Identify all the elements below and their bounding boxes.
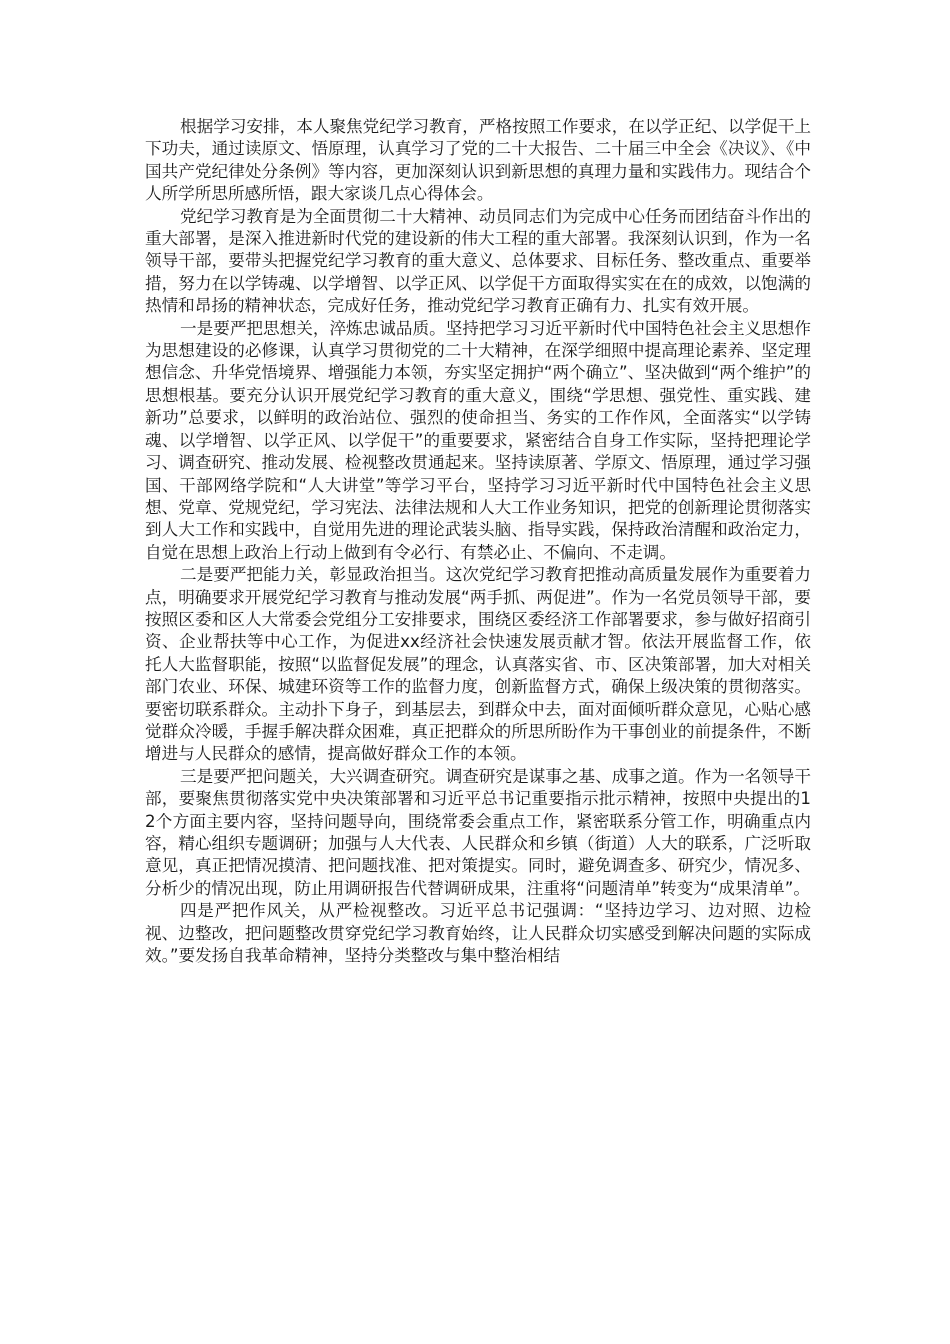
paragraph-point-two: 二是要严把能力关，彰显政治担当。这次党纪学习教育把推动高质量发展作为重要着力点，明确要求开展党纪学习教育与推动发展“两手抓、两促进”。作为一名党员领导干部，要按照区委和区人大常委会党组分工安排要求，围绕区委经济工作部署要求，参与做好招商引资、企业帮扶等中心工作，为促进xx经济社会快速发展贡献才智。依法开展监督工作，依托人大监督职能，按照“以监督促发展”的理念，认真落实省、市、区决策部署，加大对相关部门农业、环保、城建环资等工作的监督力度，创新监督方式，确保上级决策的贯彻落实。要密切联系群众。主动扑下身子，到基层去，到群众中去，面对面倾听群众意见，心贴心感觉群众冷暖，手握手解决群众困难，真正把群众的所思所盼作为干事创业的前提条件，不断增进与人民群众的感情，提高做好群众工作的本领。 (145, 565, 811, 764)
paragraph-point-one: 一是要严把思想关，淬炼忠诚品质。坚持把学习习近平新时代中国特色社会主义思想作为思想建设的必修课，认真学习贯彻党的二十大精神，在深学细照中提高理论素养、坚定理想信念、升华党悟境界、增强能力本领，夯实坚定拥护“两个确立”、坚决做到“两个维护”的思想根基。要充分认识开展党纪学习教育的重大意义，围绕“学思想、强党性、重实践、建新功”总要求，以鲜明的政治站位、强烈的使命担当、务实的工作作风，全面落实“以学铸魂、以学增智、以学正风、以学促干”的重要要求，紧密结合自身工作实际，坚持把理论学习、调查研究、推动发展、检视整改贯通起来。坚持读原著、学原文、悟原理，通过学习强国、干部网络学院和“人大讲堂”等学习平台，坚持学习习近平新时代中国特色社会主义思想、党章、党规党纪，学习宪法、法律法规和人大工作业务知识，把党的创新理论贯彻落实到人大工作和实践中，自觉用先进的理论武装头脑、指导实践，保持政治清醒和政治定力，自觉在思想上政治上行动上做到有令必行、有禁必止、不偏向、不走调。 (145, 318, 811, 562)
document-body (145, 116, 811, 967)
paragraph-point-three: 三是要严把问题关，大兴调查研究。调查研究是谋事之基、成事之道。作为一名领导干部，要聚焦贯彻落实党中央决策部署和习近平总书记重要指示批示精神，按照中央提出的12个方面主要内容，坚持问题导向，围绕常委会重点工作，紧密联系分管工作，明确重点内容，精心组织专题调研；加强与人大代表、人民群众和乡镇（街道）人大的联系，广泛听取意见，真正把情况摸清、把问题找准、把对策提实。同时，避免调查多、研究少，情况多、分析少的情况出现，防止用调研报告代替调研成果，注重将“问题清单”转变为“成果清单”。 (145, 766, 811, 898)
paragraph-point-four: 四是严把作风关，从严检视整改。习近平总书记强调：“坚持边学习、边对照、边检视、边整改，把问题整改贯穿党纪学习教育始终，让人民群众切实感受到解决问题的实际成效。”要发扬自我革命精神，坚持分类整改与集中整治相结 (145, 901, 811, 966)
paragraph-intro: 根据学习安排，本人聚焦党纪学习教育，严格按照工作要求，在以学正纪、以学促干上下功夫，通过读原文、悟原理，认真学习了党的二十大报告、二十届三中全会《决议》、《中国共产党纪律处分条例》等内容，更加深刻认识到新思想的真理力量和实践伟力。现结合个人所学所思所感所悟，跟大家谈几点心得体会。 (145, 117, 811, 204)
paragraph-significance: 党纪学习教育是为全面贯彻二十大精神、动员同志们为完成中心任务而团结奋斗作出的重大部署，是深入推进新时代党的建设新的伟大工程的重大部署。我深刻认识到，作为一名领导干部，要带头把握党纪学习教育的重大意义、总体要求、目标任务、整改重点、重要举措，努力在以学铸魂、以学增智、以学正风、以学促干方面取得实实在在的成效，以饱满的热情和昂扬的精神状态，完成好任务，推动党纪学习教育正确有力、扎实有效开展。 (145, 206, 811, 316)
